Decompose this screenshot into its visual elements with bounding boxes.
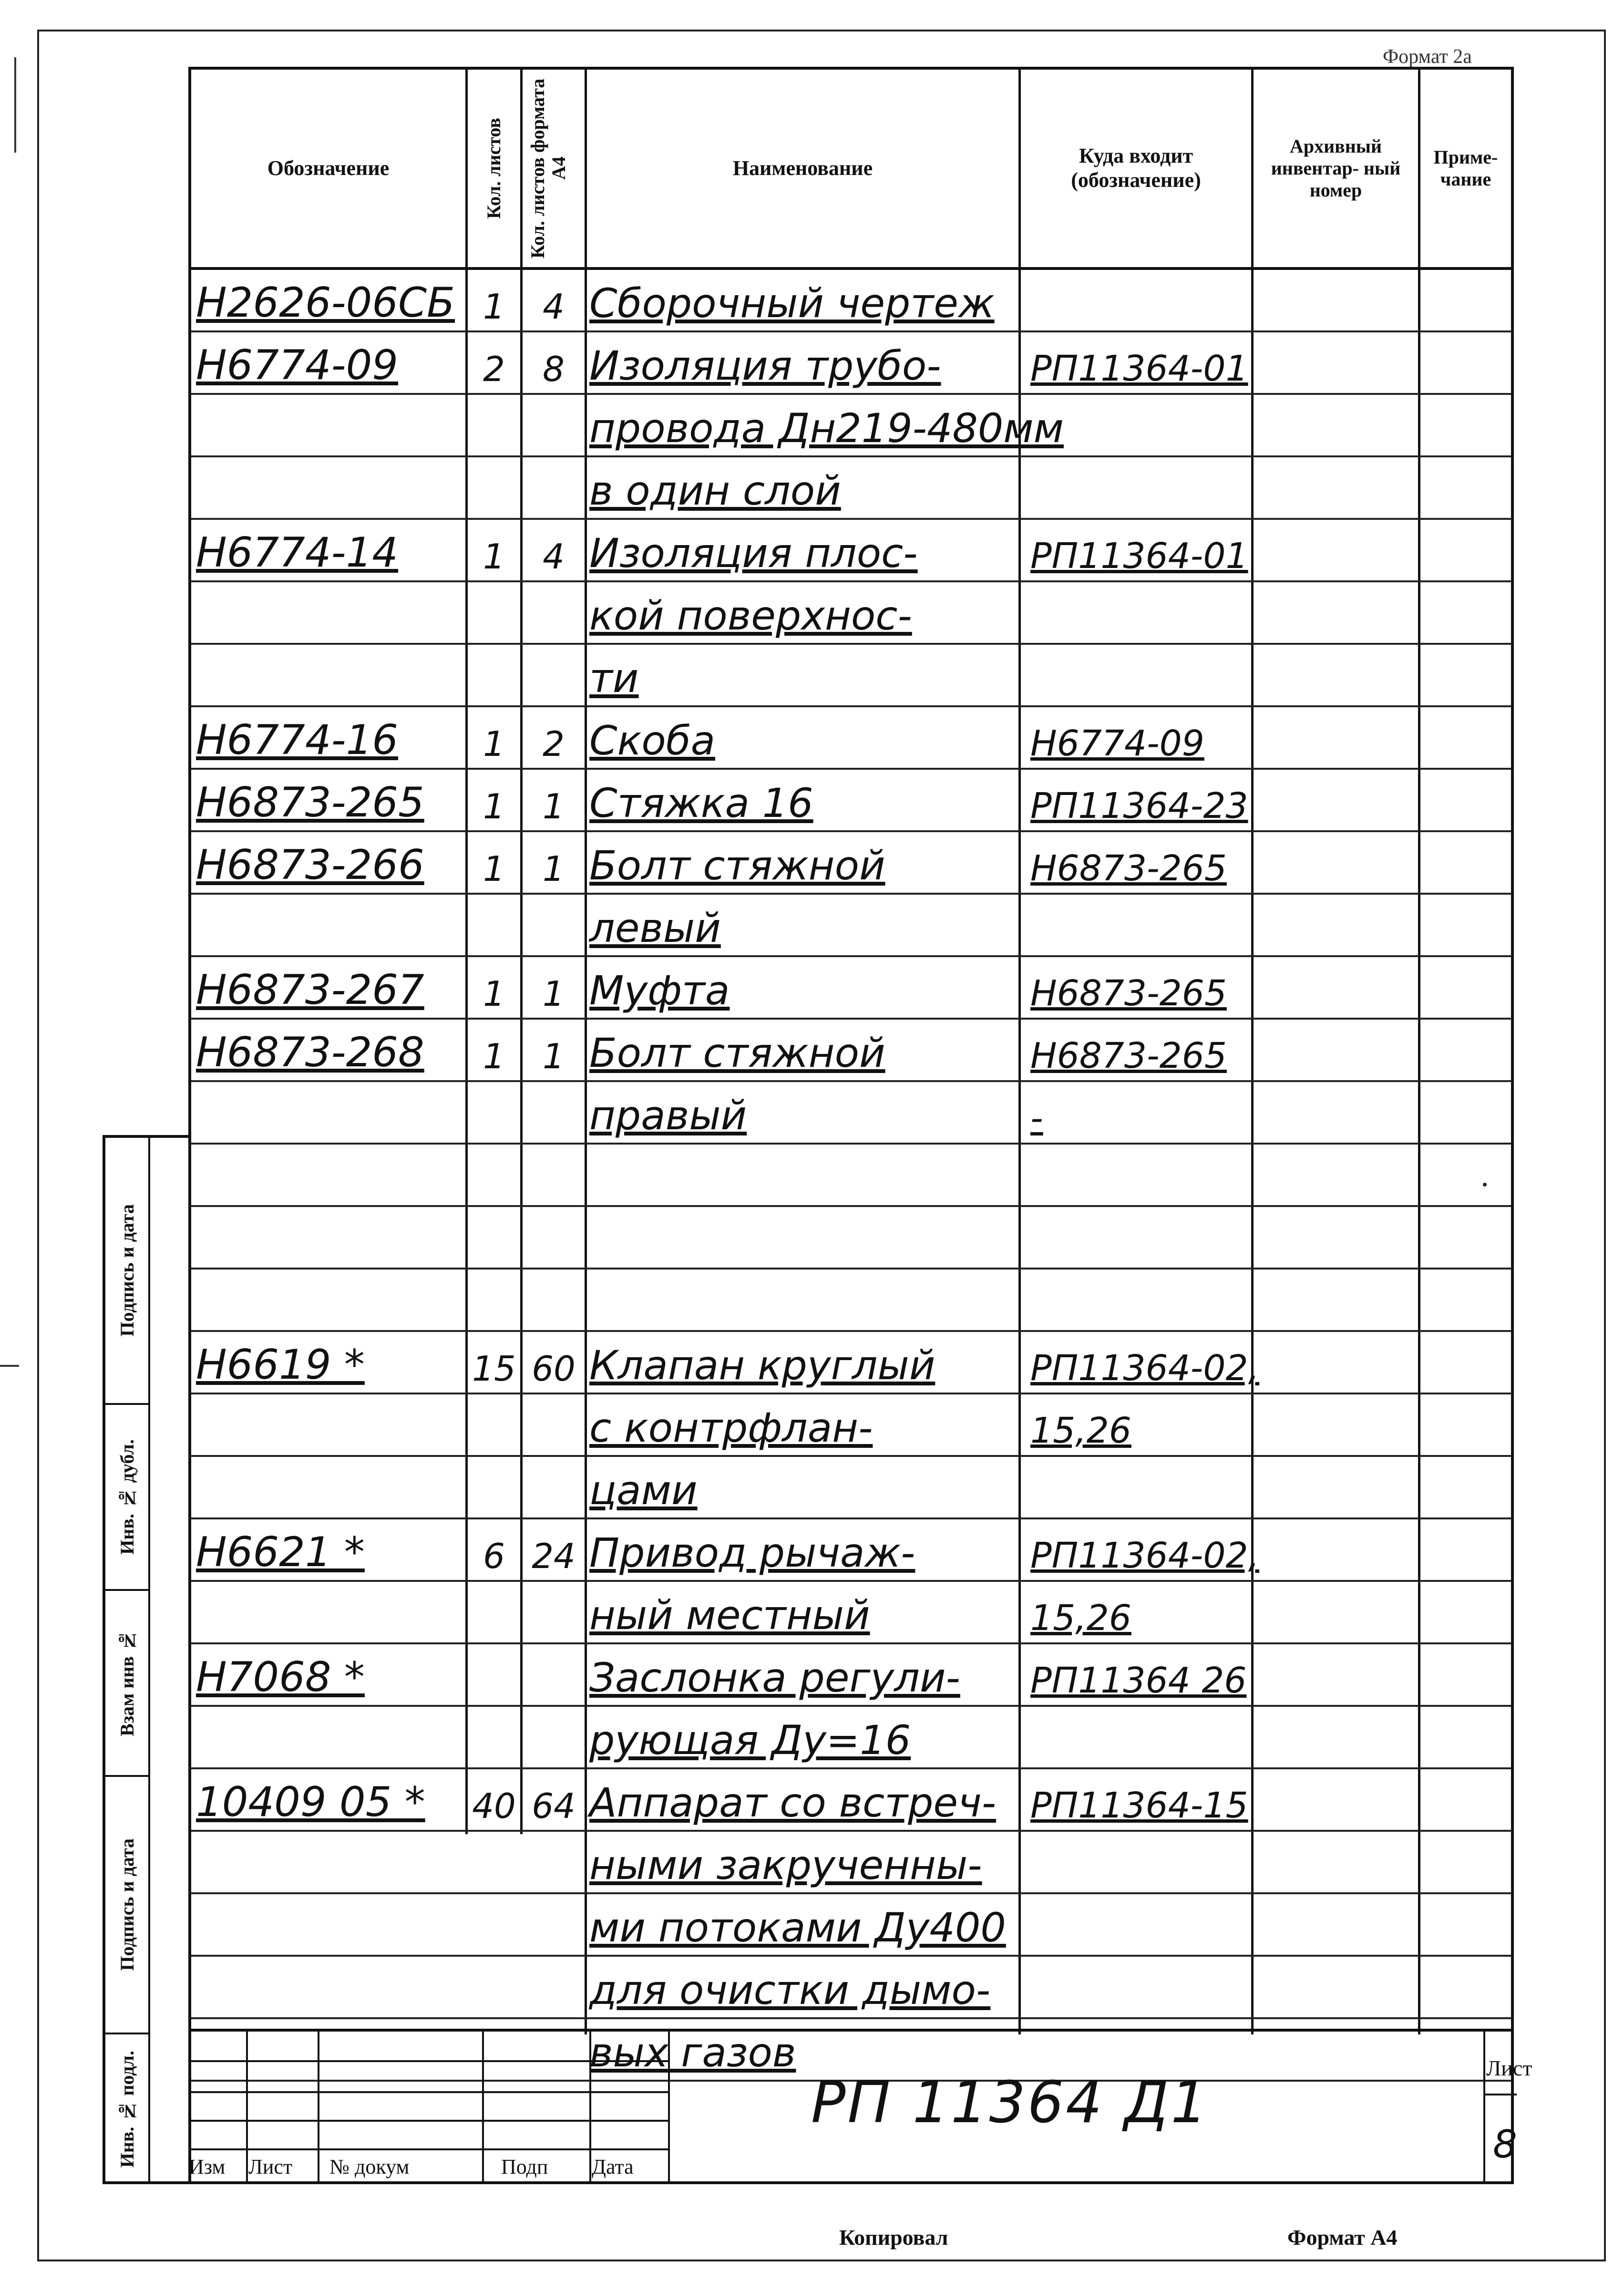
- designation-cell: [196, 645, 463, 705]
- title-block: [189, 2029, 1532, 2181]
- sheets-a4-cell: 1: [543, 849, 565, 889]
- designation-cell: H6774-16: [196, 716, 398, 764]
- table-row: [191, 1207, 1511, 1269]
- name-cell: Болт стяжной: [589, 1030, 885, 1076]
- sheets-count-cell: 1: [483, 849, 505, 889]
- sheets-count-cell: [470, 1832, 518, 1892]
- designation-cell: [196, 1457, 463, 1517]
- table-row: [191, 457, 1511, 520]
- table-row: [191, 832, 1511, 895]
- name-cell: [589, 1269, 1018, 1330]
- designation-cell: 10409 05 *: [196, 1778, 425, 1826]
- designation-cell: H7068 *: [196, 1653, 365, 1701]
- sheets-count-cell: 40: [472, 1786, 516, 1826]
- table-row: [191, 1082, 1511, 1145]
- sheets-count-cell: [470, 457, 518, 518]
- name-cell: [589, 1207, 1018, 1268]
- name-cell: Скоба: [589, 717, 716, 764]
- name-cell: Аппарат со встреч-: [589, 1779, 997, 1826]
- tb-divider: [1483, 2094, 1517, 2095]
- sheets-count-cell: [470, 1082, 518, 1143]
- sheets-count-cell: [470, 1957, 518, 2017]
- sheets-count-cell: [470, 1707, 518, 1767]
- sheets-a4-cell: 4: [543, 537, 565, 577]
- left-stamp-strip: [103, 1135, 188, 2184]
- sheets-count-cell: 15: [472, 1349, 516, 1389]
- sheets-count-cell: 1: [483, 974, 505, 1014]
- header-sheets-count-cell: [468, 70, 520, 267]
- destination-cell: [1030, 1207, 1250, 1268]
- destination-cell: РП11364-01: [1030, 348, 1248, 389]
- sheets-count-cell: 1: [483, 724, 505, 764]
- designation-cell: H6619 *: [196, 1341, 365, 1389]
- name-cell: ти: [589, 655, 639, 702]
- sheets-a4-cell: [525, 1394, 582, 1455]
- strip-vzam-inv-label: Взам инв №: [116, 1630, 138, 1736]
- sheets-a4-cell: [525, 582, 582, 643]
- sheets-count-cell: [470, 1894, 518, 1955]
- edge-mark: [0, 1365, 19, 1367]
- tb-divider: [191, 2091, 668, 2093]
- sheets-count-cell: [470, 1582, 518, 1642]
- sheets-a4-cell: [525, 1894, 582, 1955]
- designation-cell: [196, 582, 463, 643]
- name-cell: Стяжка 16: [589, 780, 813, 826]
- sheets-count-cell: [470, 1394, 518, 1455]
- strip-inv-podl: [105, 2034, 148, 2184]
- name-cell: Заслонка регули-: [589, 1654, 960, 1701]
- speck: [1483, 1183, 1487, 1187]
- header-designation: Обозначение: [267, 156, 390, 180]
- designation-cell: [196, 1207, 463, 1268]
- sheets-a4-cell: 1: [543, 1036, 565, 1076]
- sheets-a4-cell: [525, 645, 582, 705]
- destination-cell: H6873-265: [1030, 848, 1227, 889]
- sheets-count-cell: [470, 1145, 518, 1205]
- strip-inv-dubl-label: Инв. № дубл.: [116, 1439, 138, 1555]
- name-cell: для очистки дымо-: [589, 1967, 991, 2013]
- sheets-a4-cell: [525, 1082, 582, 1143]
- footer-format: Формат А4: [1287, 2225, 1398, 2250]
- document-number: РП 11364 Д1: [811, 2070, 1209, 2136]
- table-row: [191, 1582, 1511, 1644]
- sheets-count-cell: [470, 645, 518, 705]
- name-cell: левый: [589, 905, 721, 951]
- name-cell: цами: [589, 1467, 698, 1514]
- sheets-a4-cell: [525, 395, 582, 455]
- sheets-a4-cell: [525, 1145, 582, 1205]
- table-row: [191, 1644, 1511, 1707]
- sheets-count-cell: [470, 1457, 518, 1517]
- sheets-a4-cell: [525, 1582, 582, 1642]
- name-cell: Изоляция трубо-: [589, 342, 941, 389]
- designation-cell: [196, 895, 463, 955]
- sheets-a4-cell: [525, 895, 582, 955]
- table-row: [191, 332, 1511, 395]
- table-row: [191, 1332, 1511, 1394]
- tb-list: Лист: [248, 2155, 293, 2178]
- sheets-a4-cell: 64: [532, 1786, 576, 1826]
- tb-divider: [191, 2120, 668, 2122]
- designation-cell: [196, 1957, 463, 2017]
- sheets-a4-cell: 24: [532, 1536, 576, 1576]
- strip-inv-dubl: [105, 1405, 148, 1591]
- sheets-a4-cell: [525, 1269, 582, 1330]
- table-row: [191, 1269, 1511, 1332]
- designation-cell: [196, 1394, 463, 1455]
- sheets-count-cell: [470, 1644, 518, 1705]
- table-row: [191, 520, 1511, 582]
- name-cell: Привод рычаж-: [589, 1529, 915, 1576]
- sheets-a4-cell: [525, 1832, 582, 1892]
- designation-cell: H6873-266: [196, 841, 424, 889]
- strip-sign-date-2: [105, 1777, 148, 2034]
- header-archive: Архивный инвентар- ный номер: [1271, 135, 1401, 201]
- format-top-label: Формат 2а: [1383, 46, 1472, 68]
- table-header: [191, 70, 1511, 270]
- table-row: [191, 270, 1511, 332]
- sheets-a4-cell: 1: [543, 974, 565, 1014]
- designation-cell: H6774-09: [196, 341, 398, 389]
- tb-sign: Подп: [501, 2155, 548, 2178]
- sheets-a4-cell: 2: [543, 724, 565, 764]
- destination-cell: [1030, 457, 1250, 518]
- designation-cell: [196, 1269, 463, 1330]
- table-row: [191, 895, 1511, 957]
- strip-inv-podl-label: Инв. № подл.: [116, 2051, 138, 2168]
- name-cell: Изоляция плос-: [589, 530, 918, 577]
- destination-cell: H6774-09: [1030, 723, 1204, 764]
- name-cell: ными закрученны-: [589, 1842, 982, 1889]
- strip-sign-date-1: [105, 1138, 148, 1405]
- destination-cell: [1030, 582, 1250, 643]
- destination-cell: [1030, 1145, 1250, 1205]
- destination-cell: 15,26: [1030, 1598, 1131, 1639]
- tb-divider: [668, 2032, 670, 2181]
- header-sheets-a4-cell: [523, 70, 585, 267]
- sheets-count-cell: [470, 582, 518, 643]
- designation-cell: [196, 457, 463, 518]
- sheets-a4-cell: 8: [543, 349, 565, 389]
- destination-cell: 15,26: [1030, 1410, 1131, 1451]
- table-row: [191, 645, 1511, 707]
- tb-divider: [191, 2148, 668, 2150]
- table-row: [191, 1394, 1511, 1457]
- sheets-count-cell: 1: [483, 786, 505, 826]
- name-cell: правый: [589, 1092, 747, 1139]
- tb-doc-no: № докум: [329, 2155, 410, 2178]
- destination-cell: [1030, 1269, 1250, 1330]
- designation-cell: [196, 1832, 463, 1892]
- destination-cell: [1030, 1894, 1250, 1955]
- tb-divider: [318, 2032, 319, 2181]
- sheet-label: Лист: [1486, 2056, 1532, 2080]
- name-cell: Болт стяжной: [589, 842, 885, 889]
- sheets-a4-cell: 1: [543, 786, 565, 826]
- tb-divider: [482, 2032, 484, 2181]
- table-row: [191, 395, 1511, 457]
- table-row: [191, 1957, 1511, 2019]
- designation-cell: H6873-267: [196, 966, 424, 1014]
- destination-cell: [1030, 895, 1250, 955]
- strip-sign-date-2-label: Подпись и дата: [116, 1838, 138, 1971]
- tb-divider: [246, 2032, 248, 2181]
- destination-cell: РП11364-01: [1030, 536, 1248, 577]
- table-row: [191, 1769, 1511, 1832]
- header-sheets-count: Кол. листов: [483, 118, 504, 219]
- specification-sheet: [188, 67, 1532, 2184]
- table-row: [191, 1145, 1511, 1207]
- sheets-a4-cell: [525, 457, 582, 518]
- table-row: [191, 582, 1511, 645]
- table-row: [191, 1457, 1511, 1519]
- designation-cell: H6621 *: [196, 1528, 365, 1576]
- designation-cell: [196, 1707, 463, 1767]
- destination-cell: РП11364 26: [1030, 1660, 1247, 1701]
- table-row: [191, 1020, 1511, 1082]
- designation-cell: [196, 1082, 463, 1143]
- sheets-a4-cell: 60: [532, 1349, 576, 1389]
- sheets-count-cell: 1: [483, 537, 505, 577]
- destination-cell: [1030, 1707, 1250, 1767]
- destination-cell: РП11364-02,: [1030, 1535, 1260, 1576]
- sheets-count-cell: [470, 395, 518, 455]
- table-row: [191, 957, 1511, 1020]
- name-cell: Сборочный чертеж: [589, 280, 995, 327]
- sheets-count-cell: [470, 895, 518, 955]
- designation-cell: [196, 1894, 463, 1955]
- sheets-count-cell: 6: [483, 1536, 505, 1576]
- destination-cell: H6873-265: [1030, 1035, 1227, 1076]
- sheets-count-cell: [470, 1269, 518, 1330]
- header-sheets-a4: Кол. листов формата А4: [527, 78, 569, 258]
- sheets-count-cell: 2: [483, 349, 505, 389]
- designation-cell: H6873-265: [196, 779, 424, 826]
- sheets-a4-cell: [525, 1457, 582, 1517]
- footer-copied: Копировал: [839, 2225, 948, 2250]
- table-row: [191, 707, 1511, 770]
- destination-cell: H6873-265: [1030, 973, 1227, 1014]
- strip-vzam-inv: [105, 1591, 148, 1777]
- sheets-a4-cell: [525, 1957, 582, 2017]
- sheet-number: 8: [1493, 2122, 1517, 2167]
- name-cell: провода Дн219-480мм: [589, 405, 1064, 452]
- edge-mark: [14, 57, 16, 153]
- name-cell: вых газов: [589, 2029, 796, 2076]
- destination-cell: [1030, 1957, 1250, 2017]
- strip-sign-date-1-label: Подпись и дата: [116, 1204, 138, 1337]
- table-row: [191, 1832, 1511, 1894]
- header-name: Наименование: [732, 156, 873, 180]
- destination-cell: [1030, 645, 1250, 705]
- destination-cell: [1030, 1832, 1250, 1892]
- name-cell: Клапан круглый: [589, 1342, 935, 1389]
- designation-cell: [196, 1582, 463, 1642]
- name-cell: кой поверхнос-: [589, 592, 912, 639]
- tb-izm: Изм: [189, 2155, 226, 2178]
- designation-cell: H6873-268: [196, 1029, 424, 1076]
- sheets-a4-cell: [525, 1644, 582, 1705]
- destination-cell: -: [1030, 1098, 1043, 1139]
- designation-cell: H6774-14: [196, 529, 398, 577]
- sheets-a4-cell: [525, 1207, 582, 1268]
- destination-cell: [1030, 395, 1250, 455]
- table-row: [191, 770, 1511, 832]
- designation-cell: [196, 395, 463, 455]
- tb-divider: [1483, 2032, 1485, 2181]
- header-note: Приме- чание: [1433, 146, 1498, 190]
- destination-cell: [1030, 270, 1250, 330]
- tb-date: Дата: [592, 2155, 634, 2178]
- sheets-count-cell: [470, 1207, 518, 1268]
- destination-cell: РП11364-02,: [1030, 1348, 1260, 1389]
- destination-cell: РП11364-15: [1030, 1785, 1248, 1826]
- strip-divider: [148, 1138, 150, 2181]
- sheets-a4-cell: 4: [543, 287, 565, 327]
- sheets-count-cell: 1: [483, 287, 505, 327]
- sheets-count-cell: 1: [483, 1036, 505, 1076]
- name-cell: с контрфлан-: [589, 1404, 873, 1451]
- name-cell: ми потоками Ду400: [589, 1904, 1006, 1951]
- name-cell: [589, 1145, 1018, 1205]
- tb-divider: [589, 2032, 591, 2181]
- name-cell: рующая Ду=16: [589, 1717, 911, 1764]
- header-destination: Куда входит (обозначение): [1071, 144, 1201, 192]
- table-row: [191, 1519, 1511, 1582]
- destination-cell: РП11364-23: [1030, 785, 1248, 826]
- table-row: [191, 1707, 1511, 1769]
- name-cell: в один слой: [589, 467, 841, 514]
- sheets-a4-cell: [525, 1707, 582, 1767]
- name-cell: Муфта: [589, 967, 730, 1014]
- destination-cell: [1030, 1457, 1250, 1517]
- tb-divider: [191, 2060, 668, 2062]
- designation-cell: H2626-06СБ: [196, 279, 455, 327]
- table-row: [191, 1894, 1511, 1957]
- name-cell: ный местный: [589, 1592, 870, 1639]
- designation-cell: [196, 1145, 463, 1205]
